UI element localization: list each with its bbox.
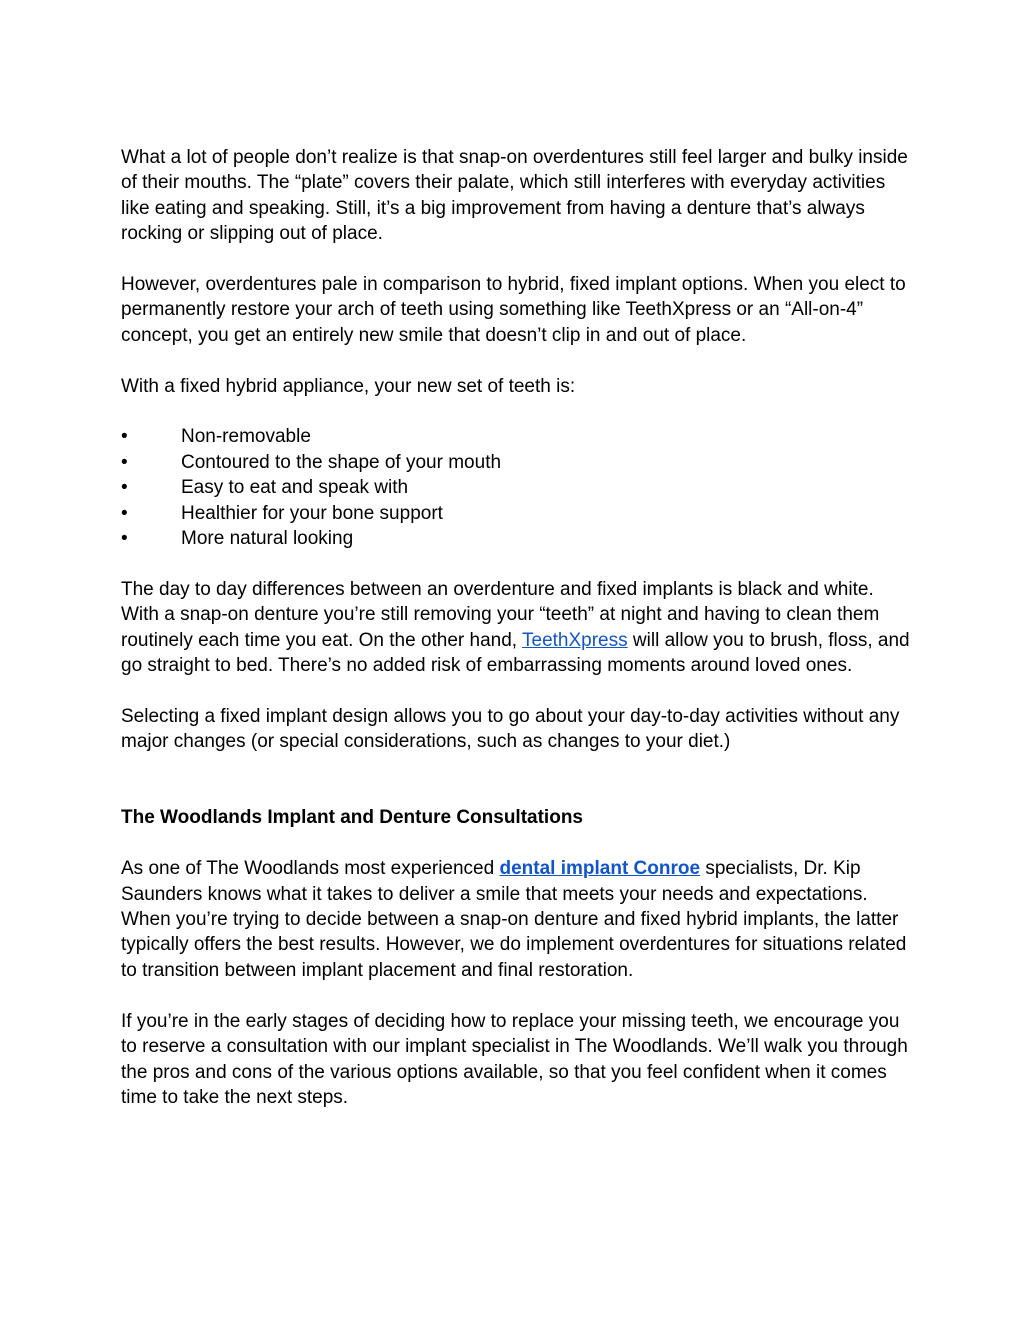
list-item (121, 475, 911, 500)
bullet-icon: • (121, 426, 128, 448)
list-item (121, 424, 911, 449)
paragraph-text: specialists, Dr. Kip Saunders knows what it takes to deliver a smile that meets your needs and expectations. When you’re trying to decide between a snap-on denture and fixed hybrid implants, the latter typically offers the best results. However, we do implement overdentures for situations related to transition between implant placement and final restoration. (121, 858, 907, 981)
section-heading: The Woodlands Implant and Denture Consultations (121, 807, 583, 829)
paragraph-text: As one of The Woodlands most experienced (121, 858, 500, 880)
list-item (121, 526, 911, 551)
dental-implant-conroe-link[interactable]: dental implant Conroe (499, 858, 701, 880)
list-item-text: More natural looking (181, 528, 354, 550)
bullet-icon: • (121, 528, 128, 550)
list-item (121, 501, 911, 526)
list-item-text: Easy to eat and speak with (181, 477, 409, 499)
bullet-icon: • (121, 451, 128, 473)
paragraph-specialist (121, 856, 911, 983)
list-item-text: Non-removable (181, 426, 311, 448)
paragraph-hybrid-intro: With a fixed hybrid appliance, your new set of teeth is: (121, 375, 576, 397)
paragraph-consultation: If you’re in the early stages of deciding how to replace your missing teeth, we encourage you to reserve a consultation with our implant specialist in The Woodlands. We’ll walk you through the pros and cons of the various options available, so that you feel confident when it comes time to take the next steps. (121, 1010, 908, 1108)
list-item-text: Contoured to the shape of your mouth (181, 451, 502, 473)
list-item (121, 450, 911, 475)
bullet-icon: • (121, 502, 128, 524)
paragraph-fixed-design: Selecting a fixed implant design allows you to go about your day-to-day activities without any major changes (or special considerations, such as changes to your diet.) (121, 705, 900, 753)
teethxpress-link[interactable]: TeethXpress (522, 629, 628, 651)
document-page (121, 145, 911, 1136)
paragraph-hybrid-comparison: However, overdentures pale in comparison to hybrid, fixed implant options. When you elect to permanently restore your arch of teeth using something like TeethXpress or an “All-on-4” concept, you get an entirely new smile that doesn’t clip in and out of place. (121, 274, 906, 346)
list-item-text: Healthier for your bone support (181, 502, 443, 524)
benefits-list (121, 424, 911, 551)
paragraph-day-to-day (121, 577, 911, 679)
paragraph-text: will allow you to brush, floss, and go straight to bed. There’s no added risk of embarrassing moments around loved ones. (121, 629, 910, 677)
bullet-icon: • (121, 477, 128, 499)
paragraph-text: The day to day differences between an overdenture and fixed implants is black and white. With a snap-on denture you’re still removing your “teeth” at night and having to clean them routinely each time you eat. On the other hand, (121, 578, 880, 651)
paragraph-overdenture-bulk: What a lot of people don’t realize is that snap-on overdentures still feel larger and bulky inside of their mouths. The “plate” covers their palate, which still interferes with everyday activities like eating and speaking. Still, it’s a big improvement from having a denture that’s always rocking or slipping out of place. (121, 147, 908, 245)
